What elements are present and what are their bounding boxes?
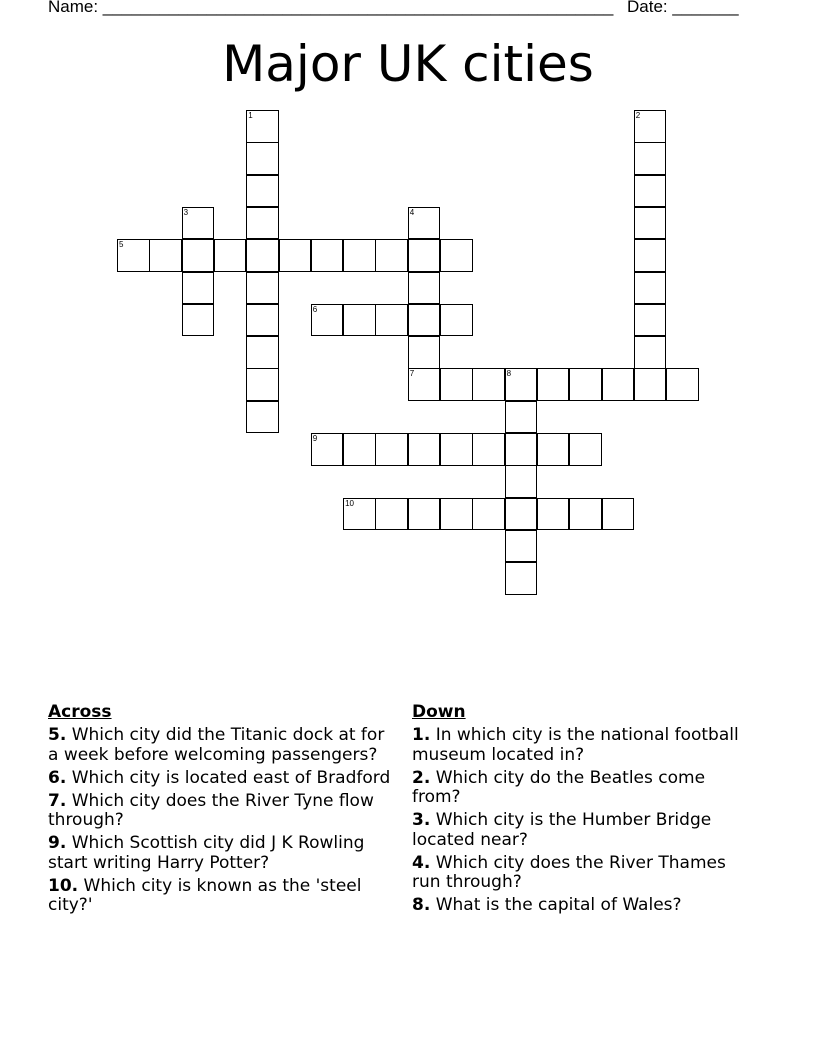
grid-cell[interactable] [246,207,279,240]
clue-number-label: 5 [119,240,124,250]
grid-cell[interactable] [311,239,344,272]
grid-cell[interactable] [569,498,602,531]
grid-cell[interactable] [440,368,473,401]
date-field[interactable]: Date: _______ [627,0,739,16]
grid-cell[interactable] [408,433,441,466]
grid-cell[interactable] [375,239,408,272]
clue-text: What is the capital of Wales? [435,895,682,915]
grid-cell[interactable] [472,498,505,531]
clue-number: 2. [412,767,431,788]
grid-cell[interactable] [246,142,279,175]
clue-text: Which city does the River Tyne flow through? [48,790,374,830]
across-clues [48,702,393,919]
clue-text: Which city is known as the 'steel city?' [48,875,362,915]
clue-text: In which city is the national football museum located in? [412,725,739,765]
grid-cell[interactable] [634,304,667,337]
grid-cell[interactable] [505,401,538,434]
clue-text: Which city is located east of Bradford [71,767,391,788]
clue-number-label: 4 [409,207,415,217]
clue-number-label: 3 [183,207,189,217]
grid-cell[interactable] [117,239,150,272]
clue-number: 6. [48,767,67,788]
page-title: Major UK cities [222,35,594,93]
grid-cell[interactable] [311,433,344,466]
grid-cell[interactable] [182,239,215,272]
clue-number-label: 8 [506,369,512,379]
grid-cell[interactable] [634,272,667,305]
grid-cell[interactable] [505,368,538,401]
clue-number-label: 6 [312,304,318,314]
grid-cell[interactable] [634,110,667,143]
grid-cell[interactable] [246,272,279,305]
grid-cell[interactable] [602,498,635,531]
grid-cell[interactable] [279,239,312,272]
grid-cell[interactable] [408,207,441,240]
grid-cell[interactable] [375,498,408,531]
grid-cell[interactable] [408,304,441,337]
grid-cell[interactable] [408,272,441,305]
clue-number: 9. [48,833,67,853]
clue-across-9 [48,834,393,873]
clue-across-10 [48,877,393,916]
grid-cell[interactable] [182,304,215,337]
grid-cell[interactable] [472,433,505,466]
grid-cell[interactable] [505,530,538,563]
clue-number-label: 10 [345,498,354,508]
clue-text: Which Scottish city did J K Rowling start writing Harry Potter? [48,833,365,873]
grid-cell[interactable] [408,239,441,272]
grid-cell[interactable] [666,368,699,401]
grid-cell[interactable] [440,304,473,337]
grid-cell[interactable] [311,304,344,337]
grid-cell[interactable] [343,239,376,272]
grid-cell[interactable] [634,336,667,369]
grid-cell[interactable] [505,498,538,531]
clue-down-4 [412,854,752,893]
grid-cell[interactable] [440,498,473,531]
grid-cell[interactable] [343,304,376,337]
grid-cell[interactable] [343,433,376,466]
clue-down-1 [412,726,752,765]
clue-text: Which city is the Humber Bridge located near? [412,810,712,850]
down-heading: Down [412,702,466,722]
grid-cell[interactable] [246,336,279,369]
grid-cell[interactable] [537,433,570,466]
grid-cell[interactable] [214,239,247,272]
clue-number: 10. [48,875,79,896]
clue-across-6 [48,769,393,789]
clue-number-label: 2 [635,111,641,120]
clue-down-8 [412,896,752,916]
grid-cell[interactable] [505,433,538,466]
clue-text: Which city did the Titanic dock at for a week before welcoming passengers? [48,725,385,765]
grid-cell[interactable] [440,239,473,272]
grid-cell[interactable] [343,498,376,531]
grid-cell[interactable] [375,304,408,337]
clue-text: Which city does the River Thames run through? [412,852,726,892]
clue-number: 7. [48,790,67,811]
clue-number: 3. [412,810,431,830]
grid-cell[interactable] [375,433,408,466]
grid-cell[interactable] [246,110,279,143]
grid-cell[interactable] [246,401,279,434]
grid-cell[interactable] [634,368,667,401]
grid-cell[interactable] [408,336,441,369]
clue-number-label: 1 [248,111,253,120]
grid-cell[interactable] [246,175,279,208]
grid-cell[interactable] [537,498,570,531]
grid-cell[interactable] [408,368,441,401]
clue-down-3 [412,811,752,850]
grid-cell[interactable] [634,142,667,175]
down-clues [412,702,752,919]
grid-cell[interactable] [569,433,602,466]
grid-cell[interactable] [472,368,505,401]
grid-cell[interactable] [569,368,602,401]
grid-cell[interactable] [505,465,538,498]
grid-cell[interactable] [182,207,215,240]
grid-cell[interactable] [440,433,473,466]
grid-cell[interactable] [505,562,538,595]
grid-cell[interactable] [602,368,635,401]
clue-number: 4. [412,852,431,873]
clue-number: 8. [412,895,431,915]
grid-cell[interactable] [246,304,279,337]
grid-cell[interactable] [149,239,182,272]
grid-cell[interactable] [537,368,570,401]
grid-cell[interactable] [408,498,441,531]
clue-number-label: 9 [312,434,318,443]
grid-cell[interactable] [634,239,667,272]
clue-number: 1. [412,725,431,745]
clue-across-5 [48,726,393,765]
grid-cell[interactable] [182,272,215,305]
clue-number-label: 7 [409,369,415,379]
clue-down-2 [412,769,752,808]
across-heading: Across [48,702,112,722]
name-field[interactable]: Name: ______________________________________________________ [48,0,614,16]
grid-cell[interactable] [634,175,667,208]
clue-number: 5. [48,725,67,745]
grid-cell[interactable] [634,207,667,240]
grid-cell[interactable] [246,239,279,272]
grid-cell[interactable] [246,368,279,401]
clue-across-7 [48,792,393,831]
clue-text: Which city do the Beatles come from? [412,767,706,807]
